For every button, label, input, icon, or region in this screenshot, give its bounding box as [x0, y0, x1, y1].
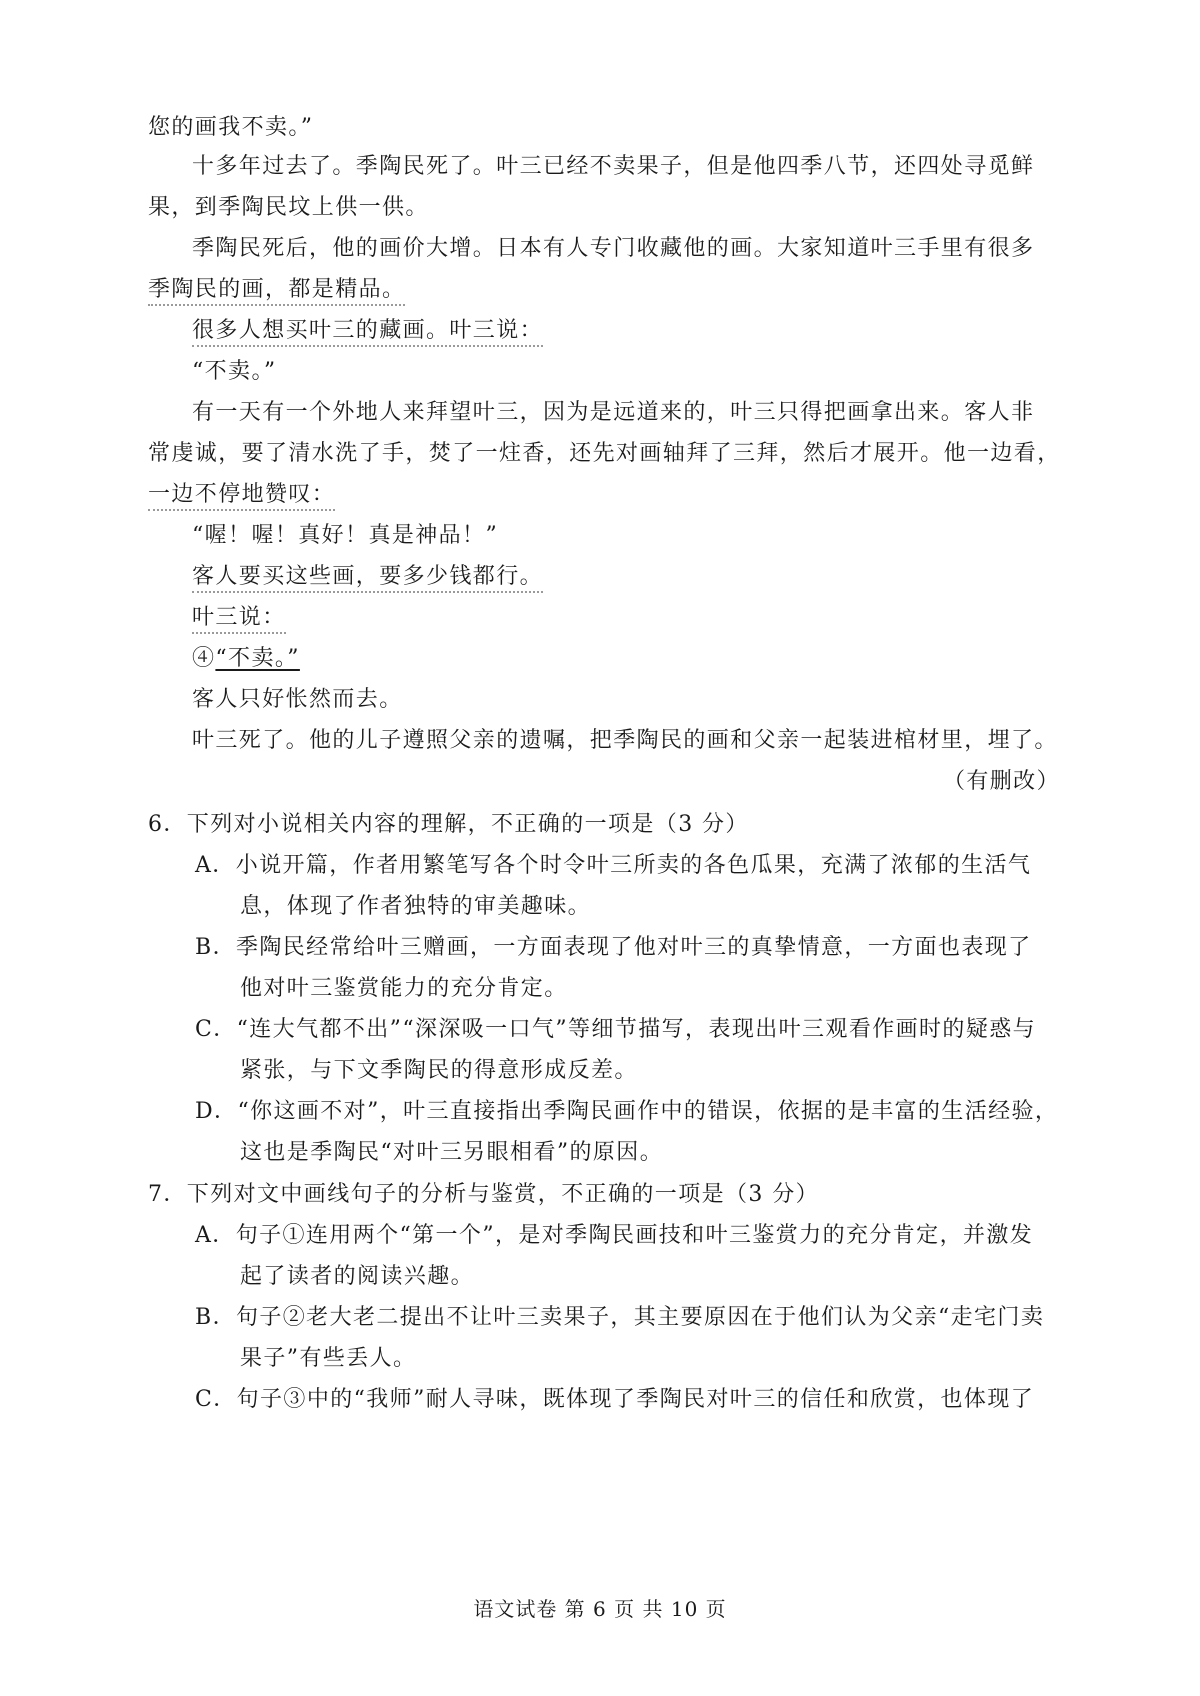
passage-line [192, 603, 286, 633]
passage-line [192, 562, 543, 592]
q6-option-a-cont: 息，体现了作者独特的审美趣味。 [240, 894, 592, 919]
passage-line: 您的画我不卖。” [148, 115, 314, 140]
page-footer: 语文试卷 第 6 页 共 10 页 [473, 1597, 727, 1621]
passage-line: 客人只好怅然而去。 [192, 687, 403, 712]
passage-line: 常虔诚，要了清水洗了手，焚了一炷香，还先对画轴拜了三拜，然后才展开。他一边看， [148, 441, 1061, 466]
passage-line: 叶三死了。他的儿子遵照父亲的遗嘱，把季陶民的画和父亲一起装进棺材里，埋了。 [192, 728, 1058, 753]
question-7-stem: 7．下列对文中画线句子的分析与鉴赏，不正确的一项是（3 分） [148, 1182, 819, 1207]
dotted-sentence: 一边不停地赞叹： [148, 482, 335, 511]
q7-option-a: A．句子①连用两个“第一个”，是对季陶民画技和叶三鉴赏力的充分肯定，并激发 [195, 1223, 1034, 1248]
source-note: （有删改） [942, 769, 1060, 794]
passage-line: “喔！喔！真好！真是神品！” [192, 523, 499, 548]
dotted-sentence: 季陶民的画，都是精品。 [148, 277, 405, 306]
q6-option-b-cont: 他对叶三鉴赏能力的充分肯定。 [240, 976, 568, 1001]
underlined-sentence-4 [192, 644, 300, 674]
q6-option-d-cont: 这也是季陶民“对叶三另眼相看”的原因。 [240, 1140, 664, 1165]
passage-line [192, 316, 543, 346]
passage-line: “不卖。” [192, 359, 277, 384]
dotted-sentence: 很多人想买叶三的藏画。叶三说： [192, 318, 543, 347]
q7-option-c: C．句子③中的“我师”耐人寻味，既体现了季陶民对叶三的信任和欣赏，也体现了 [195, 1387, 1035, 1412]
q6-option-c: C．“连大气都不出”“深深吸一口气”等细节描写，表现出叶三观看作画时的疑惑与 [195, 1017, 1037, 1042]
passage-line [148, 480, 335, 510]
q7-option-a-cont: 起了读者的阅读兴趣。 [240, 1264, 475, 1289]
q6-option-d: D．“你这画不对”，叶三直接指出季陶民画作中的错误，依据的是丰富的生活经验， [195, 1099, 1059, 1124]
circled-number: ④ [192, 646, 216, 671]
passage-line: 十多年过去了。季陶民死了。叶三已经不卖果子，但是他四季八节，还四处寻觅鲜 [192, 154, 1035, 179]
q7-option-b: B．句子②老大老二提出不让叶三卖果子，其主要原因在于他们认为父亲“走宅门卖 [195, 1305, 1045, 1330]
dotted-sentence: 叶三说： [192, 605, 286, 634]
q6-option-b: B．季陶民经常给叶三赠画，一方面表现了他对叶三的真挚情意，一方面也表现了 [195, 935, 1032, 960]
q7-option-b-cont: 果子”有些丢人。 [240, 1346, 417, 1371]
underlined-text: “不卖。” [215, 646, 300, 671]
passage-line: 果，到季陶民坟上供一供。 [148, 195, 429, 220]
q6-option-c-cont: 紧张，与下文季陶民的得意形成反差。 [240, 1058, 638, 1083]
passage-line [148, 275, 405, 305]
passage-line: 有一天有一个外地人来拜望叶三，因为是远道来的，叶三只得把画拿出来。客人非 [192, 400, 1035, 425]
question-6-stem: 6．下列对小说相关内容的理解，不正确的一项是（3 分） [148, 812, 749, 837]
passage-line: 季陶民死后，他的画价大增。日本有人专门收藏他的画。大家知道叶三手里有很多 [192, 236, 1035, 261]
q6-option-a: A．小说开篇，作者用繁笔写各个时令叶三所卖的各色瓜果，充满了浓郁的生活气 [195, 853, 1032, 878]
dotted-sentence: 客人要买这些画，要多少钱都行。 [192, 564, 543, 593]
